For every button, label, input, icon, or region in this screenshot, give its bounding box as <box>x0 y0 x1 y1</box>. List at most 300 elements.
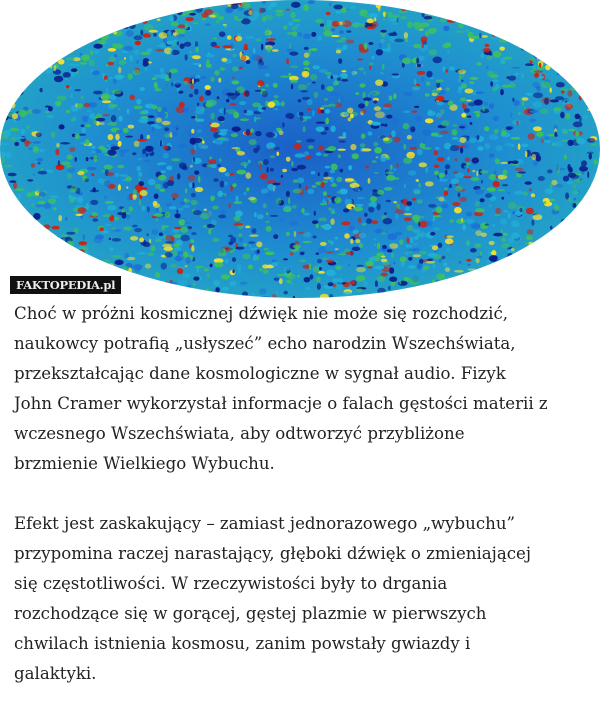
cmb-speckle <box>583 64 590 70</box>
cmb-speckle <box>572 228 574 232</box>
cmb-speckle <box>405 295 410 297</box>
cmb-speckle <box>482 107 486 112</box>
cmb-speckle <box>161 263 167 270</box>
cmb-speckle <box>545 65 550 71</box>
cmb-speckle <box>212 37 217 39</box>
cmb-speckle <box>224 108 226 115</box>
cmb-speckle <box>575 252 583 254</box>
cmb-speckle <box>318 145 323 150</box>
cmb-speckle <box>386 115 392 119</box>
cmb-speckle <box>265 84 269 88</box>
cmb-speckle <box>101 93 110 100</box>
cmb-speckle <box>132 264 142 270</box>
cmb-speckle <box>102 114 110 116</box>
cmb-speckle <box>86 18 91 23</box>
cmb-speckle <box>534 73 539 78</box>
cmb-speckle <box>228 241 233 245</box>
cmb-speckle <box>449 184 452 188</box>
cmb-speckle <box>548 34 553 40</box>
cmb-speckle <box>180 227 188 233</box>
cmb-speckle <box>216 295 226 298</box>
cmb-speckle <box>140 30 143 36</box>
cmb-speckle <box>23 65 31 71</box>
cmb-speckle <box>39 149 45 153</box>
cmb-speckle <box>274 108 279 110</box>
cmb-speckle <box>430 232 435 236</box>
cmb-speckle <box>50 245 55 249</box>
cmb-speckle <box>406 139 416 144</box>
cmb-speckle <box>357 197 365 199</box>
cmb-speckle <box>364 213 367 217</box>
cmb-speckle <box>104 4 113 6</box>
cmb-speckle <box>128 125 135 129</box>
cmb-speckle <box>210 127 218 132</box>
cmb-speckle <box>57 95 67 100</box>
cmb-speckle <box>579 166 588 171</box>
cmb-speckle <box>577 138 586 145</box>
cmb-speckle <box>143 160 150 162</box>
cmb-speckle <box>550 99 559 102</box>
cmb-speckle <box>27 45 36 50</box>
cmb-speckle <box>540 34 544 38</box>
cmb-speckle <box>323 25 331 32</box>
cmb-speckle <box>432 89 440 94</box>
cmb-speckle <box>358 217 361 223</box>
cmb-speckle <box>92 212 98 217</box>
cmb-speckle <box>290 252 293 255</box>
cmb-speckle <box>252 228 257 234</box>
cmb-speckle <box>267 47 272 53</box>
cmb-speckle <box>6 211 15 216</box>
cmb-speckle <box>8 59 11 66</box>
cmb-speckle <box>371 122 380 126</box>
cmb-speckle <box>504 143 513 146</box>
cmb-speckle <box>374 106 381 111</box>
cmb-speckle <box>363 281 367 287</box>
cmb-speckle <box>502 15 507 21</box>
cmb-speckle <box>540 108 548 114</box>
cmb-speckle <box>328 207 331 211</box>
cmb-speckle <box>407 22 412 28</box>
cmb-speckle <box>489 153 494 158</box>
cmb-speckle <box>553 17 560 20</box>
cmb-speckle <box>236 170 246 175</box>
cmb-speckle <box>79 264 85 266</box>
cmb-speckle <box>436 113 442 119</box>
cmb-speckle <box>252 102 261 107</box>
cmb-speckle <box>443 43 449 48</box>
cmb-speckle <box>340 73 348 77</box>
cmb-speckle <box>321 225 325 228</box>
cmb-speckle <box>122 27 129 29</box>
cmb-speckle <box>499 38 508 42</box>
cmb-speckle <box>546 23 556 26</box>
cmb-speckle <box>288 198 290 205</box>
cmb-speckle <box>533 67 536 71</box>
cmb-speckle <box>171 22 179 27</box>
cmb-speckle <box>589 103 592 109</box>
cmb-speckle <box>226 93 235 96</box>
cmb-speckle <box>515 73 519 76</box>
cmb-speckle <box>12 20 15 25</box>
cmb-speckle <box>198 142 204 148</box>
cmb-speckle <box>566 64 574 66</box>
cmb-speckle <box>366 218 372 224</box>
cmb-speckle <box>577 263 582 269</box>
cmb-speckle <box>89 20 92 25</box>
cmb-speckle <box>303 213 311 216</box>
cmb-speckle <box>309 263 312 270</box>
cmb-speckle <box>242 292 248 297</box>
cmb-speckle <box>593 159 597 165</box>
cmb-speckle <box>492 12 494 18</box>
cmb-speckle <box>476 171 478 177</box>
cmb-speckle <box>348 264 350 266</box>
cmb-speckle <box>160 43 166 48</box>
cmb-speckle <box>461 80 463 82</box>
cmb-speckle <box>373 142 378 147</box>
cmb-speckle <box>494 267 502 270</box>
cmb-speckle <box>560 51 564 58</box>
cmb-speckle <box>421 10 429 12</box>
cmb-speckle <box>552 9 557 13</box>
cmb-speckle <box>66 232 76 235</box>
cmb-speckle <box>308 145 314 149</box>
cmb-speckle <box>573 250 576 254</box>
cmb-speckle <box>126 291 135 296</box>
cmb-speckle <box>90 113 96 120</box>
cmb-speckle <box>298 84 307 90</box>
cmb-speckle <box>74 0 82 7</box>
cmb-speckle <box>191 245 194 252</box>
cmb-speckle <box>364 71 366 75</box>
cmb-speckle <box>463 176 472 178</box>
cmb-speckle <box>480 223 488 230</box>
cmb-speckle <box>316 127 325 132</box>
cmb-speckle <box>171 2 174 8</box>
cmb-speckle <box>46 21 54 27</box>
cmb-speckle <box>475 188 484 195</box>
cmb-speckle <box>338 154 341 158</box>
cmb-speckle <box>92 70 99 75</box>
cmb-speckle <box>225 172 230 176</box>
cmb-speckle <box>528 264 535 270</box>
cmb-speckle <box>442 66 445 72</box>
cmb-speckle <box>582 204 584 209</box>
cmb-speckle <box>183 81 188 85</box>
cmb-speckle <box>255 117 261 119</box>
cmb-speckle <box>437 157 445 162</box>
cmb-speckle <box>316 223 319 228</box>
cmb-speckle <box>227 190 230 197</box>
cmb-speckle <box>362 148 372 151</box>
cmb-speckle <box>381 256 385 258</box>
cmb-speckle <box>573 121 583 127</box>
cmb-speckle <box>550 184 553 189</box>
cmb-speckle <box>107 205 116 210</box>
cmb-speckle <box>313 236 317 239</box>
cmb-speckle <box>193 63 201 65</box>
cmb-speckle <box>407 240 410 243</box>
cmb-speckle <box>71 72 76 77</box>
cmb-speckle <box>67 43 76 48</box>
cmb-speckle <box>113 32 117 35</box>
cmb-speckle <box>189 51 191 54</box>
cmb-speckle <box>17 250 20 255</box>
cmb-speckle <box>335 248 339 250</box>
cmb-speckle <box>436 207 443 213</box>
cmb-speckle <box>532 154 537 160</box>
cmb-speckle <box>522 19 527 25</box>
cmb-speckle <box>115 260 124 265</box>
cmb-speckle <box>425 167 428 173</box>
cmb-speckle <box>341 79 348 82</box>
cmb-speckle <box>298 32 303 37</box>
cmb-speckle <box>408 265 416 268</box>
cmb-speckle <box>154 74 159 78</box>
cmb-speckle <box>164 127 169 131</box>
cmb-speckle <box>78 241 87 245</box>
cmb-speckle <box>408 257 412 261</box>
cmb-speckle <box>239 101 246 105</box>
cmb-speckle <box>288 22 293 26</box>
cmb-speckle <box>35 40 42 44</box>
cmb-speckle <box>82 54 90 61</box>
cmb-speckle <box>346 40 354 44</box>
cmb-speckle <box>368 178 371 184</box>
cmb-speckle <box>503 170 508 176</box>
cmb-speckle <box>321 132 328 135</box>
cmb-speckle <box>7 247 16 252</box>
cmb-speckle <box>328 240 330 243</box>
cmb-speckle <box>255 131 262 136</box>
cmb-speckle <box>356 267 366 272</box>
cmb-speckle <box>403 110 410 113</box>
cmb-speckle <box>5 210 14 213</box>
cmb-speckle <box>67 51 74 54</box>
cmb-speckle <box>73 116 77 121</box>
cmb-speckle <box>90 50 93 55</box>
cmb-speckle <box>248 160 251 164</box>
cmb-speckle <box>93 155 97 162</box>
cmb-speckle <box>112 238 121 242</box>
cmb-speckle <box>173 42 175 46</box>
cmb-speckle <box>136 11 146 14</box>
cmb-speckle <box>161 1 170 6</box>
cmb-speckle <box>422 147 431 149</box>
cmb-speckle <box>8 173 17 176</box>
cmb-speckle <box>58 249 66 252</box>
cmb-speckle <box>308 0 315 4</box>
cmb-speckle <box>404 277 410 281</box>
cmb-speckle <box>537 86 541 92</box>
cmb-speckle <box>92 21 99 23</box>
cmb-speckle <box>256 241 262 247</box>
cmb-speckle <box>543 23 550 29</box>
cmb-speckle <box>529 110 538 113</box>
cmb-speckle <box>30 76 36 80</box>
cmb-speckle <box>493 116 500 121</box>
cmb-speckle <box>155 49 164 52</box>
cmb-speckle <box>221 248 226 253</box>
cmb-speckle <box>456 219 465 224</box>
cmb-speckle <box>126 30 134 37</box>
cmb-speckle <box>182 205 190 208</box>
cmb-speckle <box>195 6 203 13</box>
cmb-speckle <box>363 97 371 101</box>
cmb-speckle <box>485 293 495 296</box>
cmb-speckle <box>39 192 46 197</box>
cmb-speckle <box>112 43 117 49</box>
cmb-speckle <box>218 16 224 20</box>
cmb-speckle <box>265 221 269 223</box>
cmb-speckle <box>573 283 581 288</box>
cmb-speckle <box>43 258 46 265</box>
cmb-speckle <box>82 116 89 123</box>
cmb-speckle <box>2 190 7 197</box>
cmb-speckle <box>318 271 325 274</box>
cmb-speckle <box>178 144 187 148</box>
cmb-speckle <box>38 201 46 205</box>
cmb-speckle <box>327 199 329 205</box>
cmb-speckle <box>416 179 419 182</box>
cmb-speckle <box>245 90 250 97</box>
cmb-speckle <box>481 180 483 184</box>
cmb-speckle <box>553 107 561 110</box>
cmb-speckle <box>305 155 311 160</box>
cmb-speckle <box>475 230 482 236</box>
cmb-speckle <box>187 285 191 290</box>
cmb-speckle <box>389 243 398 249</box>
cmb-speckle <box>165 281 168 288</box>
cmb-speckle <box>544 140 551 143</box>
cmb-speckle <box>447 50 449 54</box>
cmb-speckle <box>485 143 491 149</box>
cmb-speckle <box>191 200 198 206</box>
cmb-speckle <box>74 89 81 91</box>
cmb-speckle <box>153 33 157 37</box>
cmb-speckle <box>286 232 290 236</box>
cmb-speckle <box>132 225 138 228</box>
cmb-speckle <box>165 203 172 207</box>
cmb-speckle <box>496 145 503 151</box>
cmb-speckle <box>541 7 544 9</box>
cmb-speckle <box>321 110 325 114</box>
cmb-speckle <box>185 23 188 29</box>
cmb-speckle <box>156 117 162 122</box>
cmb-speckle <box>545 188 554 194</box>
cmb-speckle <box>130 55 134 61</box>
cmb-speckle <box>259 288 267 294</box>
cmb-speckle <box>56 164 65 170</box>
cmb-speckle <box>518 171 526 173</box>
cmb-speckle <box>124 57 126 60</box>
cmb-speckle <box>525 151 527 158</box>
cmb-speckle <box>511 21 516 26</box>
cmb-speckle <box>512 32 519 35</box>
cmb-speckle <box>147 48 153 52</box>
cmb-speckle <box>184 222 194 224</box>
cmb-speckle <box>2 62 5 65</box>
cmb-speckle <box>31 203 34 206</box>
cmb-speckle <box>588 77 595 81</box>
cmb-speckle <box>223 24 227 26</box>
cmb-speckle <box>375 280 378 286</box>
cmb-speckle <box>417 0 423 5</box>
cmb-speckle <box>518 143 521 150</box>
cmb-speckle <box>493 233 503 237</box>
cmb-speckle <box>492 291 494 294</box>
cmb-speckle <box>55 149 59 155</box>
cmb-speckle <box>446 69 448 73</box>
cmb-speckle <box>28 2 31 6</box>
cmb-speckle <box>290 66 298 68</box>
cmb-speckle <box>570 58 575 65</box>
cmb-speckle <box>314 211 316 216</box>
cmb-speckle <box>485 193 492 198</box>
cmb-speckle <box>34 73 37 78</box>
cmb-speckle <box>249 139 257 145</box>
cmb-speckle <box>508 202 517 209</box>
cmb-speckle <box>284 205 292 210</box>
cmb-speckle <box>351 6 356 9</box>
cmb-speckle <box>185 54 188 60</box>
cmb-speckle <box>260 65 269 69</box>
cmb-speckle <box>167 282 177 285</box>
cmb-speckle <box>303 34 311 39</box>
cmb-speckle <box>550 199 555 202</box>
cmb-speckle <box>332 21 340 27</box>
cmb-speckle <box>13 182 17 189</box>
cmb-speckle <box>35 247 37 252</box>
cmb-speckle <box>467 116 472 118</box>
cmb-speckle <box>565 252 570 254</box>
cmb-speckle <box>368 93 370 97</box>
cmb-speckle <box>108 134 114 140</box>
cmb-speckle <box>189 182 193 188</box>
cmb-speckle <box>413 243 418 245</box>
cmb-speckle <box>310 74 317 81</box>
cmb-speckle <box>87 31 93 36</box>
cmb-speckle <box>511 220 519 226</box>
cmb-speckle <box>565 104 574 109</box>
cmb-speckle <box>42 42 49 47</box>
cmb-speckle <box>384 212 386 215</box>
cmb-speckle <box>149 30 158 33</box>
cmb-speckle <box>61 44 70 48</box>
cmb-speckle <box>443 187 448 191</box>
cmb-speckle <box>124 46 134 51</box>
cmb-speckle <box>556 278 560 283</box>
cmb-speckle <box>213 140 216 143</box>
cmb-speckle <box>338 278 343 284</box>
cmb-speckle <box>434 255 443 260</box>
cmb-speckle <box>441 204 448 209</box>
cmb-speckle <box>69 17 72 23</box>
cmb-speckle <box>206 288 209 294</box>
cmb-speckle <box>504 210 508 212</box>
cmb-speckle <box>299 260 306 262</box>
cmb-speckle <box>40 88 43 92</box>
cmb-speckle <box>425 31 429 37</box>
cmb-speckle <box>65 217 67 221</box>
cmb-speckle <box>571 79 577 82</box>
cmb-speckle <box>164 212 170 218</box>
cmb-speckle <box>443 262 448 267</box>
cmb-speckle <box>574 65 583 70</box>
cmb-speckle <box>361 109 367 113</box>
cmb-speckle <box>340 169 344 173</box>
